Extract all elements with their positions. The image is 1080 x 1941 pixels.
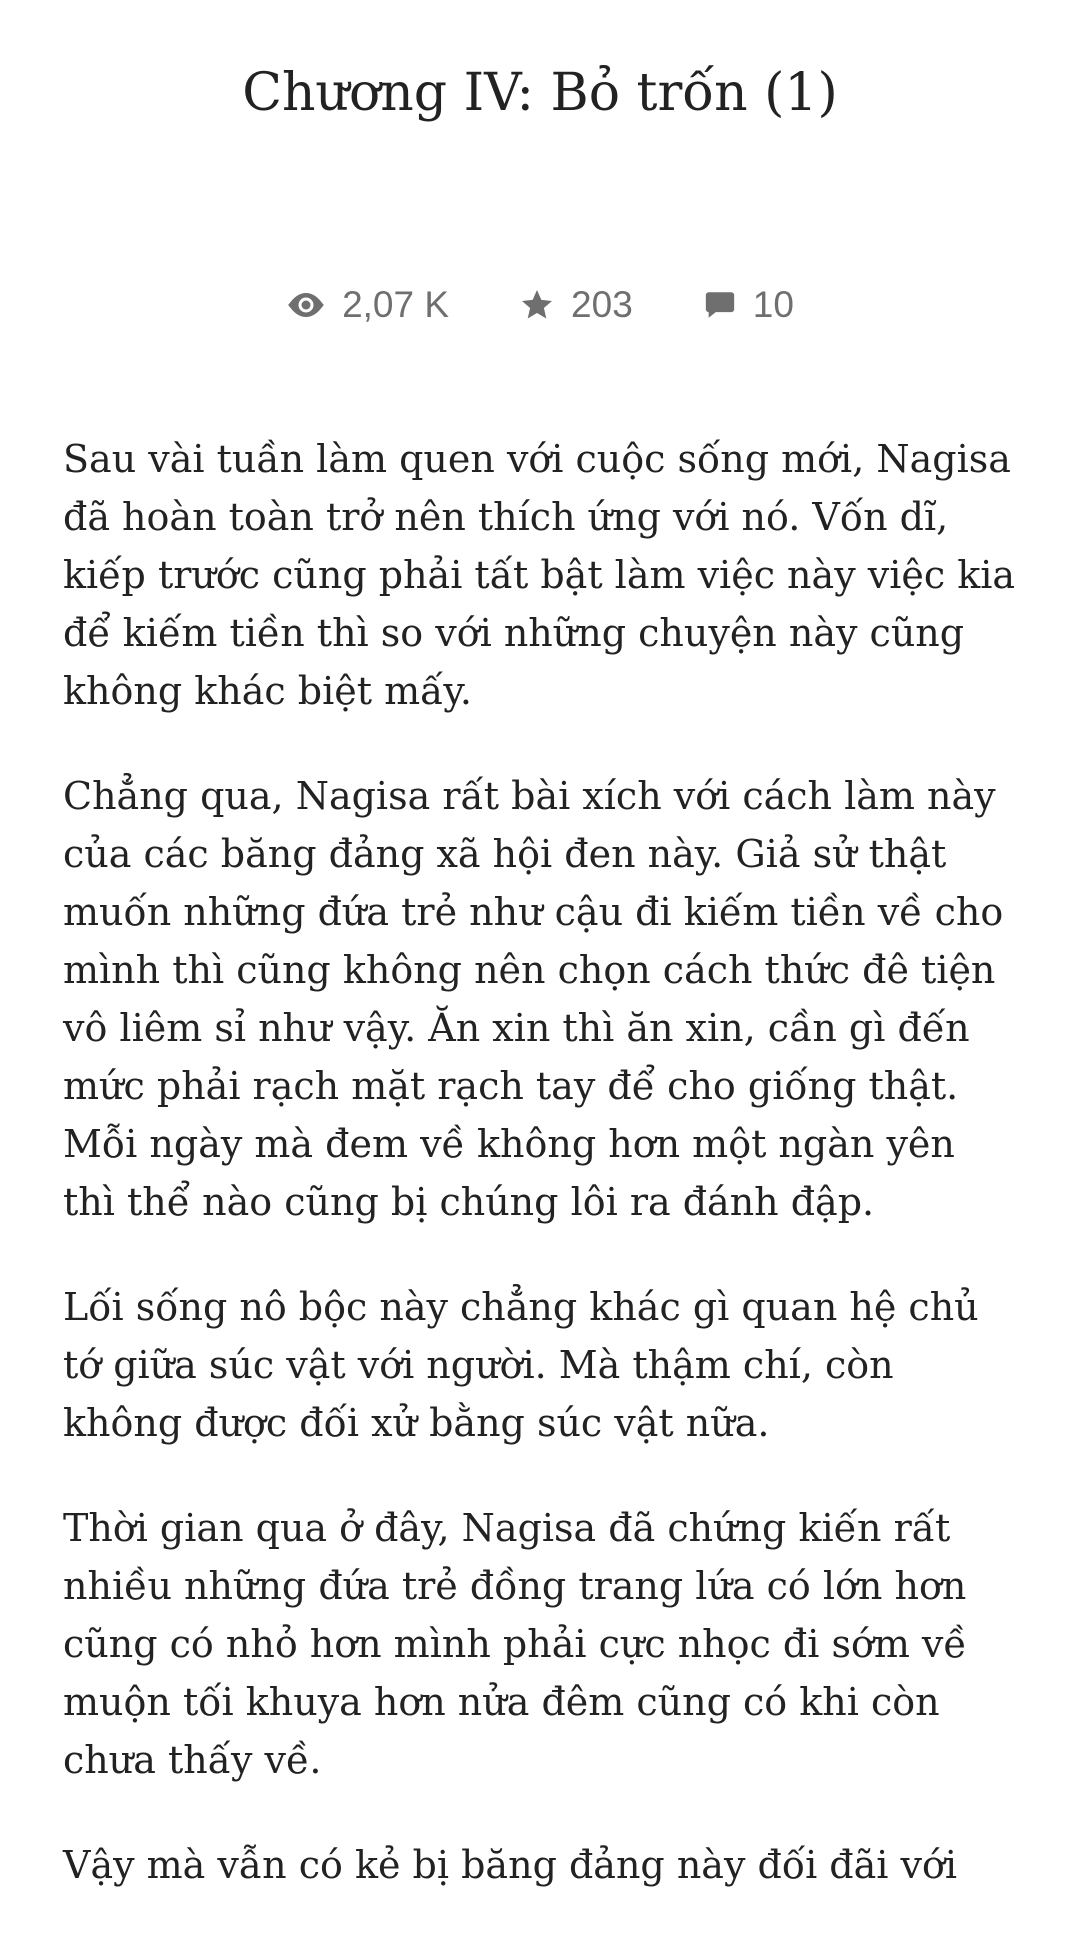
comments-count: 10 (752, 284, 794, 325)
views-stat (286, 284, 449, 326)
chapter-stats (0, 280, 1080, 330)
paragraph: Lối sống nô bộc này chẳng khác gì quan hệ chủ tớ giữa súc vật với người. Mà thậm chí, còn không được đối xử bằng súc vật nữa. (63, 1285, 979, 1445)
comment-icon (703, 288, 737, 322)
paragraph: Vậy mà vẫn có kẻ bị băng đảng này đối đãi với (63, 1843, 958, 1887)
chapter-content (63, 430, 1018, 1941)
comments-stat[interactable] (703, 284, 794, 326)
views-count: 2,07 K (342, 284, 450, 325)
paragraph: Sau vài tuần làm quen với cuộc sống mới, Nagisa đã hoàn toàn trở nên thích ứng với nó. Vốn dĩ, kiếp trước cũng phải tất bật làm việc này việc kia để kiếm tiền thì so với những chuyện này cũng không khác biệt mấy. (63, 437, 1016, 713)
paragraph: Thời gian qua ở đây, Nagisa đã chứng kiến rất nhiều những đứa trẻ đồng trang lứa có lớn hơn cũng có nhỏ hơn mình phải cực nhọc đi sớm về muộn tối khuya hơn nửa đêm cũng có khi còn chưa thấy về. (63, 1506, 967, 1782)
paragraph: Chẳng qua, Nagisa rất bài xích với cách làm này của các băng đảng xã hội đen này. Giả sử thật muốn những đứa trẻ như cậu đi kiếm tiền về cho mình thì cũng không nên chọn cách thức đê tiện vô liêm sỉ như vậy. Ăn xin thì ăn xin, cần gì đến mức phải rạch mặt rạch tay để cho giống thật. Mỗi ngày mà đem về không hơn một ngàn yên thì thể nào cũng bị chúng lôi ra đánh đập. (63, 774, 1004, 1224)
votes-stat (519, 284, 633, 326)
votes-count: 203 (571, 284, 633, 325)
star-icon (519, 287, 555, 323)
eye-icon (286, 291, 326, 319)
chapter-title: Chương IV: Bỏ trốn (1) (242, 63, 838, 123)
